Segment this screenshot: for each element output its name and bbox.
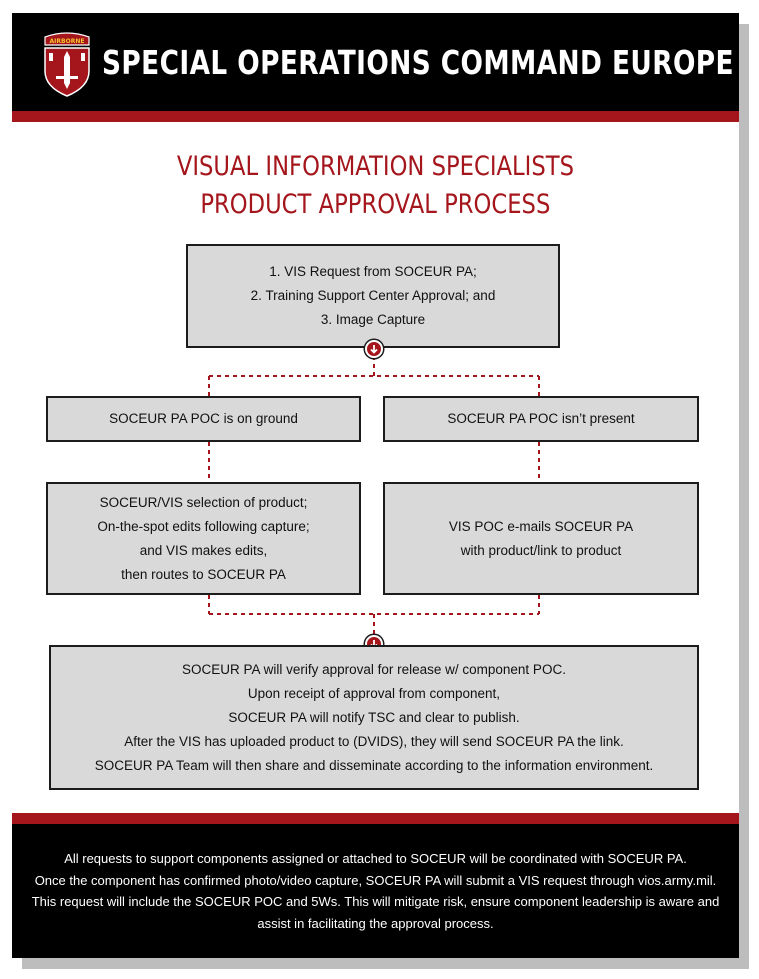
title-line-1: VISUAL INFORMATION SPECIALISTS	[176, 151, 575, 182]
final-step-line: SOCEUR PA will verify approval for release w/ component POC.	[182, 661, 566, 677]
footer-notes	[12, 824, 739, 958]
down-arrow-icon	[365, 340, 383, 358]
action-line: with product/link to product	[460, 542, 622, 558]
start-step-box	[186, 244, 560, 348]
final-step-line: Upon receipt of approval from component,	[247, 685, 501, 701]
footer-line: assist in facilitating the approval process.	[257, 915, 494, 931]
emblem-tab-text: AIRBORNE	[49, 38, 85, 46]
final-step-line: SOCEUR PA Team will then share and disseminate according to the information environment.	[94, 757, 654, 773]
condition-label: SOCEUR PA POC is on ground	[109, 411, 298, 426]
action-line: and VIS makes edits,	[139, 542, 268, 558]
footer-line: This request will include the SOCEUR POC and 5Ws. This will mitigate risk, ensure component leadership is aware and	[31, 894, 720, 909]
start-step-line: 3. Image Capture	[320, 312, 426, 327]
final-step-box	[49, 645, 699, 790]
footer-stripe	[12, 813, 739, 824]
condition-label: SOCEUR PA POC isn’t present	[447, 411, 635, 426]
condition-box-not-present	[383, 396, 699, 442]
title-line-2: PRODUCT APPROVAL PROCESS	[200, 189, 551, 220]
action-line: On-the-spot edits following capture;	[97, 518, 310, 534]
footer-line: All requests to support components assigned or attached to SOCEUR will be coordinated with SOCEUR PA.	[64, 851, 687, 866]
condition-box-on-ground	[46, 396, 361, 442]
start-step-line: 1. VIS Request from SOCEUR PA;	[269, 264, 477, 279]
footer-line: Once the component has confirmed photo/video capture, SOCEUR PA will submit a VIS request through vios.army.mil.	[34, 872, 717, 888]
action-line: then routes to SOCEUR PA	[121, 566, 286, 582]
start-step-line: 2. Training Support Center Approval; and	[250, 288, 496, 303]
org-title: SPECIAL OPERATIONS COMMAND EUROPE	[102, 43, 734, 82]
action-line: VIS POC e-mails SOCEUR PA	[448, 518, 634, 534]
action-box-left	[46, 482, 361, 595]
infographic-page	[12, 13, 739, 958]
action-box-right	[383, 482, 699, 595]
final-step-line: After the VIS has uploaded product to (DVIDS), they will send SOCEUR PA the link.	[124, 733, 624, 749]
action-line: SOCEUR/VIS selection of product;	[99, 494, 308, 510]
final-step-line: SOCEUR PA will notify TSC and clear to publish.	[228, 709, 520, 725]
